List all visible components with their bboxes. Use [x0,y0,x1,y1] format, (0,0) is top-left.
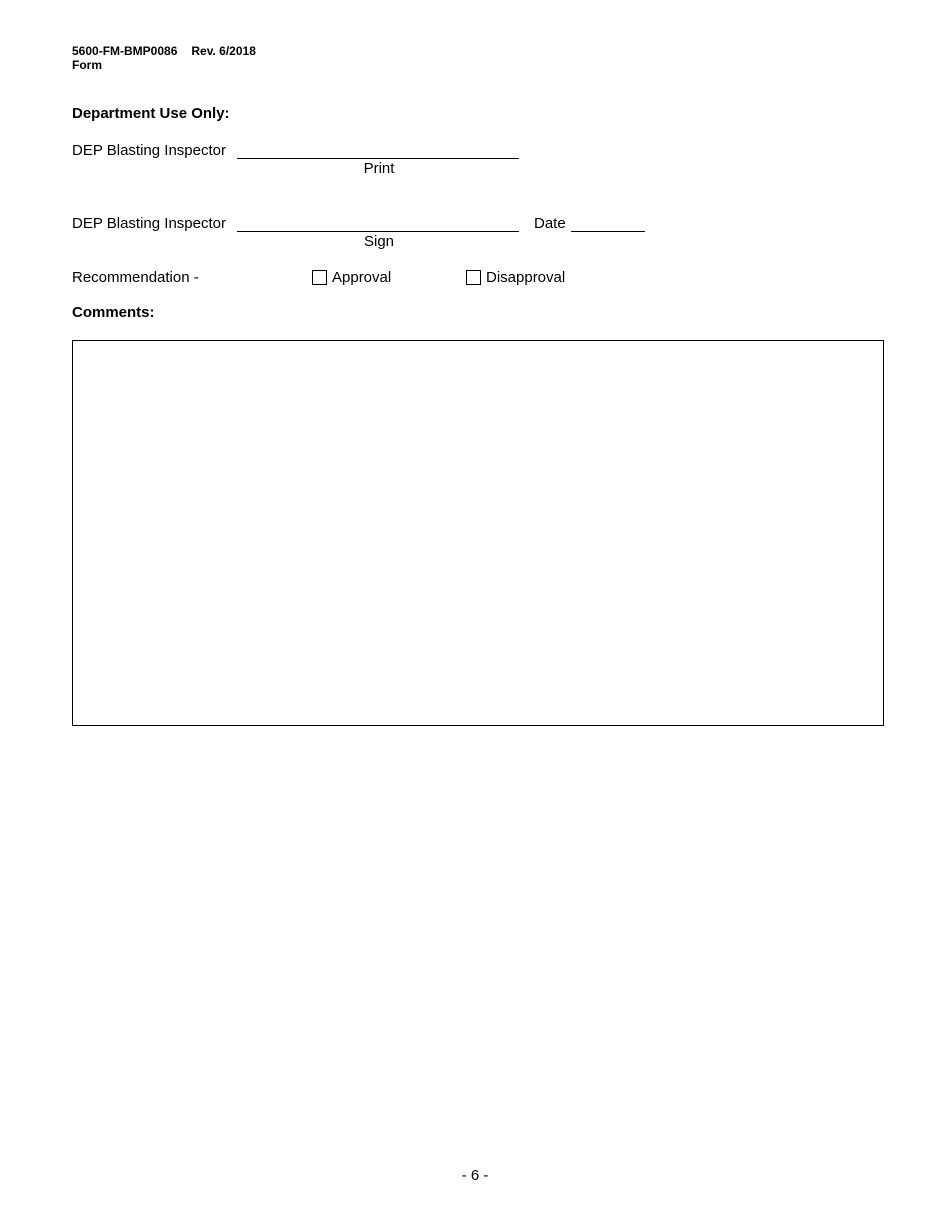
inspector-print-field[interactable] [237,158,519,159]
form-label: Form [72,58,102,72]
disapproval-label: Disapproval [486,269,566,286]
comments-textarea[interactable] [72,340,884,726]
form-revision: Rev. 6/2018 [191,44,256,58]
inspector-sign-field[interactable] [237,231,519,232]
disapproval-checkbox[interactable] [466,270,481,285]
form-number: 5600-FM-BMP0086 [72,44,178,58]
inspector-print-caption: Print [363,160,395,177]
page-number: - 6 - [461,1167,489,1184]
form-identifier [72,44,256,72]
comments-label: Comments: [72,304,155,321]
inspector-print-label: DEP Blasting Inspector [72,142,226,159]
inspector-sign-caption: Sign [363,233,395,250]
inspector-sign-label: DEP Blasting Inspector [72,215,226,232]
section-title-department-use: Department Use Only: [72,105,230,122]
date-field[interactable] [571,231,645,232]
recommendation-label: Recommendation - [72,269,199,286]
approval-checkbox[interactable] [312,270,327,285]
date-label: Date [534,215,566,232]
approval-label: Approval [332,269,392,286]
